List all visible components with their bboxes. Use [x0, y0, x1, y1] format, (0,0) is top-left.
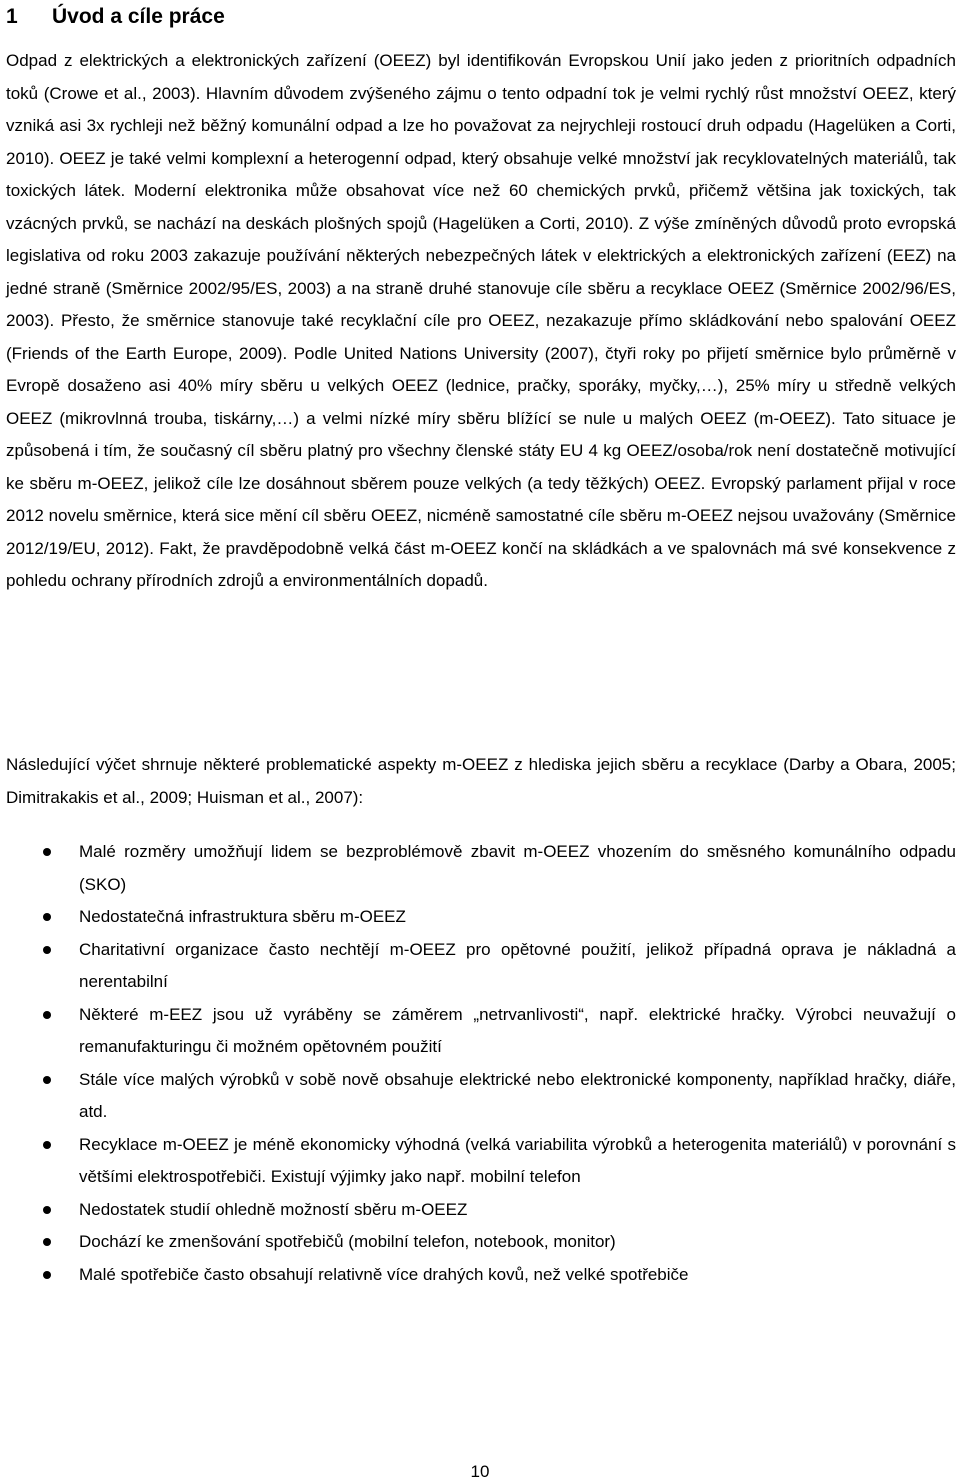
bullet-icon: [43, 1238, 51, 1246]
list-item-text: Charitativní organizace často nechtějí m-OEEZ pro opětovné použití, jelikož případná oprava je nákladná a nerentabilní: [79, 939, 956, 991]
bullet-icon: [43, 1271, 51, 1279]
list-item: [6, 1194, 956, 1227]
list-item: [6, 934, 956, 999]
list-item-text: Dochází ke zmenšování spotřebičů (mobilní telefon, notebook, monitor): [79, 1232, 616, 1251]
list-item-text: Stále více malých výrobků v sobě nově obsahuje elektrické nebo elektronické komponenty, například hračky, diáře, atd.: [79, 1069, 956, 1121]
list-item: [6, 901, 956, 934]
problem-aspects-list: [6, 836, 956, 1291]
list-item: [6, 1064, 956, 1129]
section-number: 1: [6, 5, 18, 28]
bullet-icon: [43, 1011, 51, 1019]
bullet-icon: [43, 1206, 51, 1214]
list-item: [6, 1129, 956, 1194]
section-title: Úvod a cíle práce: [52, 5, 225, 28]
section-heading: [6, 2, 225, 32]
bullet-icon: [43, 848, 51, 856]
list-item: [6, 999, 956, 1064]
page-number: 10: [470, 1462, 490, 1481]
bullet-icon: [43, 1141, 51, 1149]
list-item: [6, 1226, 956, 1259]
bullet-icon: [43, 913, 51, 921]
list-item-text: Recyklace m-OEEZ je méně ekonomicky výhodná (velká variabilita výrobků a heterogenita materiálů) v porovnání s většími elektrospotřebiči. Existují výjimky jako např. mobilní telefon: [79, 1134, 956, 1186]
intro-paragraph: Odpad z elektrických a elektronických zařízení (OEEZ) byl identifikován Evropskou Unií jako jeden z prioritních odpadních toků (Crowe et al., 2003). Hlavním důvodem zvýšeného zájmu o tento odpadní tok je velmi rychlý růst množství OEEZ, který vzniká asi 3x rychleji než běžný komunální odpad a lze ho považovat za nejrychleji rostoucí druh odpadu (Hagelüken a Corti, 2010). OEEZ je také velmi komplexní a heterogenní odpad, který obsahuje velké množství jak recyklovatelných materiálů, tak toxických látek. Moderní elektronika může obsahovat více než 60 chemických prvků, přičemž většina jak toxických, tak vzácných prvků, se nachází na deskách plošných spojů (Hagelüken a Corti, 2010). Z výše zmíněných důvodů proto evropská legislativa od roku 2003 zakazuje používání některých nebezpečných látek v elektrických a elektronických zařízení (EEZ) na jedné straně (Směrnice 2002/95/ES, 2003) a na straně druhé stanovuje cíle sběru a recyklace OEEZ (Směrnice 2002/96/ES, 2003). Přesto, že směrnice stanovuje také recyklační cíle pro OEEZ, nezakazuje přímo skládkování nebo spalování OEEZ (Friends of the Earth Europe, 2009). Podle United Nations University (2007), čtyři roky po přijetí směrnice bylo průměrně v Evropě dosaženo asi 40% míry sběru u velkých OEEZ (lednice, pračky, sporáky, myčky,…), 25% míry u středně velkých OEEZ (mikrovlnná trouba, tiskárny,…) a velmi nízké míry sběru blížící se nule u malých OEEZ (m-OEEZ). Tato situace je způsobená i tím, že současný cíl sběru platný pro všechny členské státy EU 4 kg OEEZ/osoba/rok není dostatečně motivující ke sběru m-OEEZ, jelikož cíle lze dosáhnout sběrem pouze velkých (a tedy těžkých) OEEZ. Evropský parlament přijal v roce 2012 novelu směrnice, která sice mění cíl sběru OEEZ, nicméně samostatné cíle sběru m-OEEZ nejsou uvažovány (Směrnice 2012/19/EU, 2012). Fakt, že pravděpodobně velká část m-OEEZ končí na skládkách a ve spalovnách má své konsekvence z pohledu ochrany přírodních zdrojů a environmentálních dopadů.: [6, 51, 956, 590]
list-intro-paragraph: Následující výčet shrnuje některé problematické aspekty m-OEEZ z hlediska jejich sběru a recyklace (Darby a Obara, 2005; Dimitrakakis et al., 2009; Huisman et al., 2007):: [6, 755, 956, 807]
list-item-text: Nedostatek studií ohledně možností sběru m-OEEZ: [79, 1199, 468, 1219]
list-item-text: Nedostatečná infrastruktura sběru m-OEEZ: [79, 907, 406, 926]
list-item: [6, 1259, 956, 1292]
bullet-icon: [43, 1076, 51, 1084]
list-item-text: Malé rozměry umožňují lidem se bezproblémově zbavit m-OEEZ vhozením do směsného komunálního odpadu (SKO): [79, 842, 956, 894]
list-item-text: Malé spotřebiče často obsahují relativně více drahých kovů, než velké spotřebiče: [79, 1264, 689, 1284]
list-item-text: Některé m-EEZ jsou už vyráběny se záměrem „netrvanlivosti“, např. elektrické hračky. Výrobci neuvažují o remanufakturingu či možném opětovném použití: [79, 1004, 956, 1056]
bullet-icon: [43, 946, 51, 954]
list-item: [6, 836, 956, 901]
